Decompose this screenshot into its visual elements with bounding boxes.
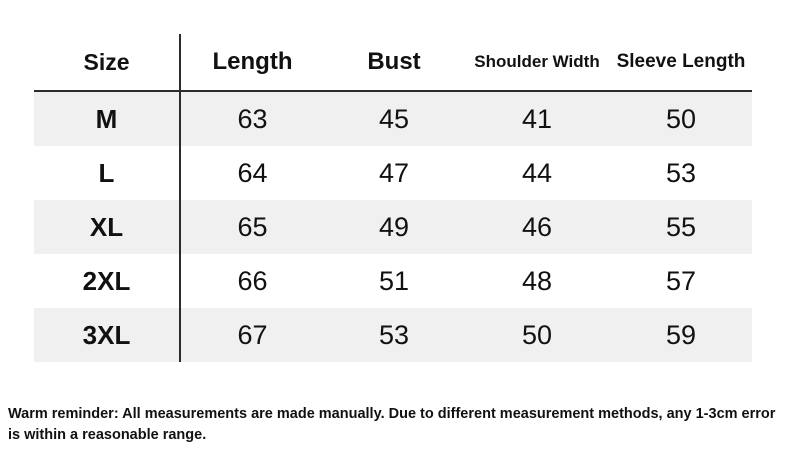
table-row xyxy=(34,200,752,254)
cell-sleeve: 57 xyxy=(610,254,752,308)
warm-reminder-note: Warm reminder: All measurements are made manually. Due to different measurement methods, any 1-3cm error is within a reasonable range. xyxy=(8,406,776,443)
table-header xyxy=(34,34,752,91)
cell-bust: 47 xyxy=(324,146,464,200)
cell-size: 3XL xyxy=(34,308,180,362)
table-row xyxy=(34,91,752,146)
column-header-length: Length xyxy=(180,34,324,91)
header-row xyxy=(34,34,752,91)
cell-size: M xyxy=(34,91,180,146)
cell-shoulder: 50 xyxy=(464,308,610,362)
cell-length: 64 xyxy=(180,146,324,200)
cell-sleeve: 53 xyxy=(610,146,752,200)
table-body xyxy=(34,91,752,362)
cell-shoulder: 44 xyxy=(464,146,610,200)
table-row xyxy=(34,254,752,308)
cell-bust: 45 xyxy=(324,91,464,146)
column-header-shoulder-width: Shoulder Width xyxy=(464,34,610,91)
cell-length: 65 xyxy=(180,200,324,254)
cell-shoulder: 48 xyxy=(464,254,610,308)
size-table xyxy=(34,34,752,362)
cell-length: 67 xyxy=(180,308,324,362)
table-row xyxy=(34,308,752,362)
column-header-size: Size xyxy=(34,34,180,91)
cell-length: 63 xyxy=(180,91,324,146)
column-header-sleeve-length: Sleeve Length xyxy=(610,34,752,91)
cell-size: XL xyxy=(34,200,180,254)
cell-length: 66 xyxy=(180,254,324,308)
cell-shoulder: 41 xyxy=(464,91,610,146)
cell-bust: 53 xyxy=(324,308,464,362)
cell-size: 2XL xyxy=(34,254,180,308)
cell-sleeve: 50 xyxy=(610,91,752,146)
table-row xyxy=(34,146,752,200)
cell-bust: 51 xyxy=(324,254,464,308)
column-header-bust: Bust xyxy=(324,34,464,91)
cell-sleeve: 59 xyxy=(610,308,752,362)
cell-sleeve: 55 xyxy=(610,200,752,254)
cell-size: L xyxy=(34,146,180,200)
cell-bust: 49 xyxy=(324,200,464,254)
cell-shoulder: 46 xyxy=(464,200,610,254)
